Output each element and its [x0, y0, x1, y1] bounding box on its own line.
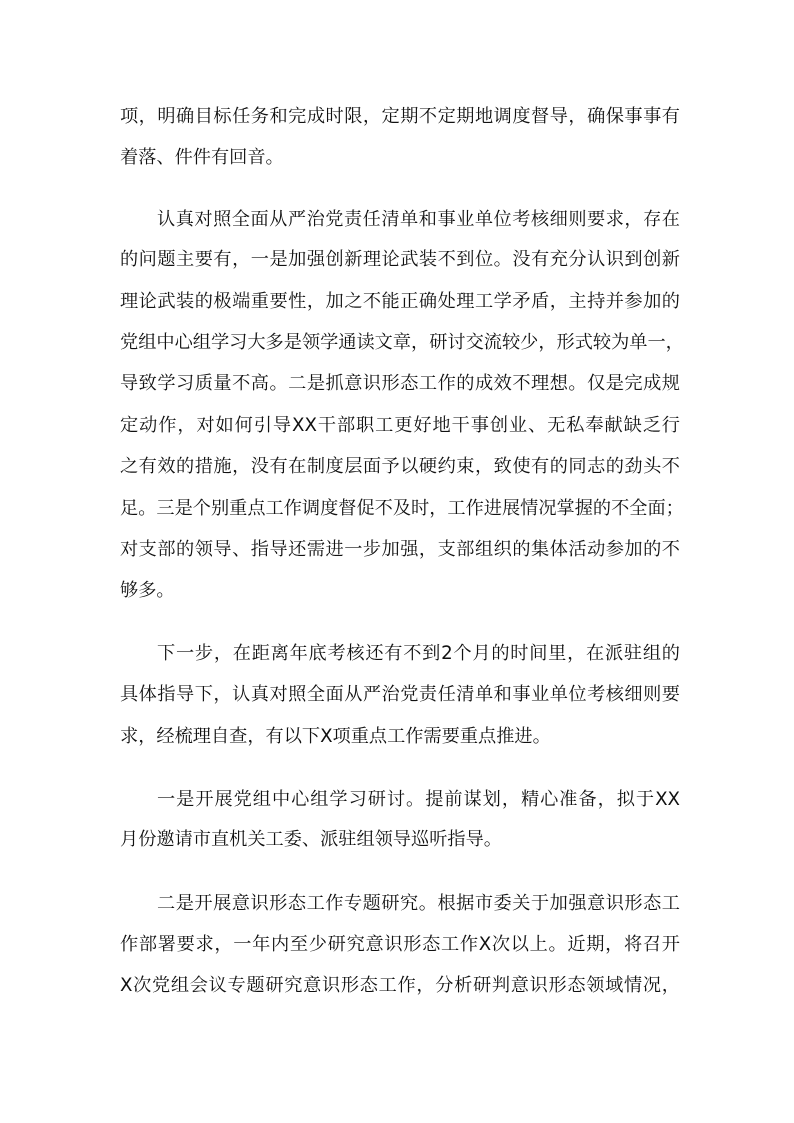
paragraph-2-line-3: 理论武装的极端重要性，加之不能正确处理工学矛盾，主持并参加的 — [120, 291, 680, 312]
paragraph-2-line-5: 导致学习质量不高。二是抓意识形态工作的成效不理想。仅是完成规 — [120, 373, 680, 394]
paragraph-4-line-2: 月份邀请市直机关工委、派驻组领导巡听指导。 — [120, 829, 502, 850]
paragraph-5-line-3: X次党组会议专题研究意识形态工作，分析研判意识形态领域情况， — [120, 975, 680, 996]
paragraph-2-line-10: 够多。 — [120, 580, 175, 601]
paragraph-2-line-8: 足。三是个别重点工作调度督促不及时，工作进展情况掌握的不全面； — [120, 498, 684, 519]
paragraph-3-line-3: 求，经梳理自查，有以下X项重点工作需要重点推进。 — [120, 726, 551, 747]
paragraph-2-line-7: 之有效的措施，没有在制度层面予以硬约束，致使有的同志的劲头不 — [120, 456, 680, 477]
paragraph-2-line-9: 对支部的领导、指导还需进一步加强，支部组织的集体活动参加的不 — [120, 539, 680, 560]
paragraph-5-line-1: 二是开展意识形态工作专题研究。根据市委关于加强意识形态工 — [157, 893, 680, 914]
paragraph-3-line-1: 下一步，在距离年底考核还有不到2个月的时间里，在派驻组的 — [157, 643, 680, 664]
paragraph-1-line-2: 着落、件件有回音。 — [120, 147, 284, 168]
paragraph-5-line-2: 作部署要求，一年内至少研究意识形态工作X次以上。近期，将召开 — [120, 934, 680, 955]
paragraph-2-line-2: 的问题主要有，一是加强创新理论武装不到位。没有充分认识到创新 — [120, 249, 680, 270]
paragraph-2-line-6: 定动作，对如何引导XX干部职工更好地干事创业、无私奉献缺乏行 — [120, 415, 680, 436]
paragraph-1-line-1: 项，明确目标任务和完成时限，定期不定期地调度督导，确保事事有 — [120, 106, 680, 127]
paragraph-3-line-2: 具体指导下，认真对照全面从严治党责任清单和事业单位考核细则要 — [120, 684, 680, 705]
paragraph-2-line-4: 党组中心组学习大多是领学通读文章，研讨交流较少，形式较为单一， — [120, 332, 684, 353]
paragraph-4-line-1: 一是开展党组中心组学习研讨。提前谋划，精心准备，拟于XX — [157, 789, 680, 810]
paragraph-2-line-1: 认真对照全面从严治党责任清单和事业单位考核细则要求，存在 — [157, 209, 680, 230]
